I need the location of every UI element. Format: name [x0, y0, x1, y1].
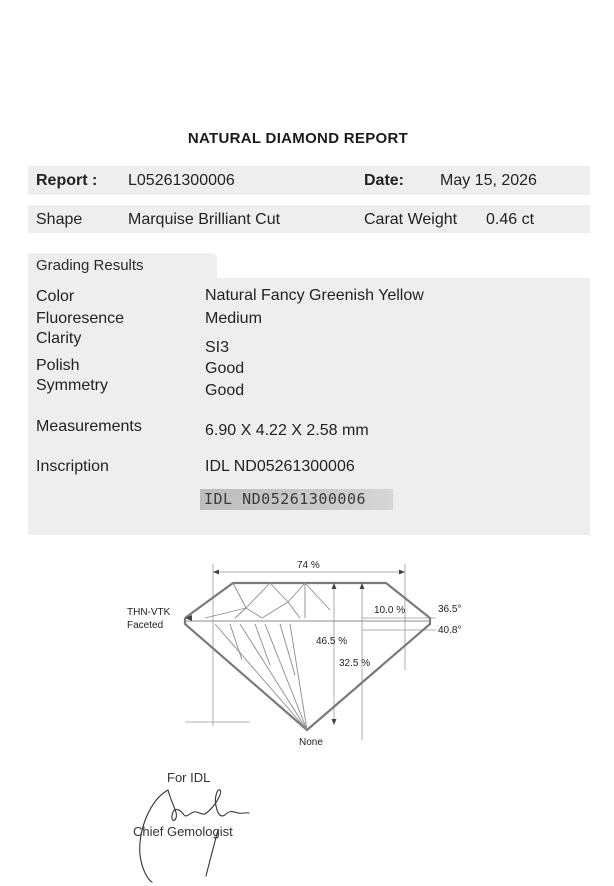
polish-label: Polish [36, 357, 80, 374]
pavilion-depth-percentage: 32.5 % [339, 658, 371, 669]
shape-value: Marquise Brilliant Cut [128, 211, 281, 228]
pavilion-angle: 40.8° [438, 625, 462, 636]
laser-inscription-text: IDL ND05261300006 [204, 490, 367, 508]
report-number-label: Report : [36, 172, 98, 189]
signature-for-label: For IDL [167, 770, 211, 785]
date-value: May 15, 2026 [440, 172, 537, 189]
polish-value: Good [205, 360, 245, 377]
report-title: NATURAL DIAMOND REPORT [187, 130, 409, 147]
culet-size: None [299, 737, 323, 748]
fluorescence-value: Medium [205, 310, 262, 327]
chief-gemologist-label: Chief Gemologist [133, 824, 233, 839]
girdle-finish: Faceted [127, 620, 164, 631]
symmetry-label: Symmetry [36, 377, 108, 394]
grading-results-title: Grading Results [36, 257, 144, 274]
clarity-value: SI3 [205, 339, 230, 356]
carat-weight-label: Carat Weight [364, 211, 458, 228]
symmetry-value: Good [205, 382, 245, 399]
report-number-value: L05261300006 [128, 172, 235, 189]
crown-angle: 36.5° [438, 604, 462, 615]
table-percentage: 74 % [297, 560, 320, 571]
date-label: Date: [364, 172, 405, 189]
color-label: Color [36, 288, 75, 305]
measurements-value: 6.90 X 4.22 X 2.58 mm [205, 422, 369, 439]
clarity-label: Clarity [36, 330, 82, 347]
total-depth-percentage: 46.5 % [316, 636, 348, 647]
color-value: Natural Fancy Greenish Yellow [205, 287, 424, 304]
measurements-label: Measurements [36, 418, 142, 435]
girdle-thickness: THN-VTK [127, 607, 171, 618]
inscription-value: IDL ND05261300006 [205, 458, 355, 475]
fluorescence-label: Fluoresence [36, 310, 125, 327]
carat-weight-value: 0.46 ct [486, 211, 535, 228]
crown-height-percentage: 10.0 % [374, 605, 406, 616]
shape-label: Shape [36, 211, 83, 228]
inscription-label: Inscription [36, 458, 109, 475]
